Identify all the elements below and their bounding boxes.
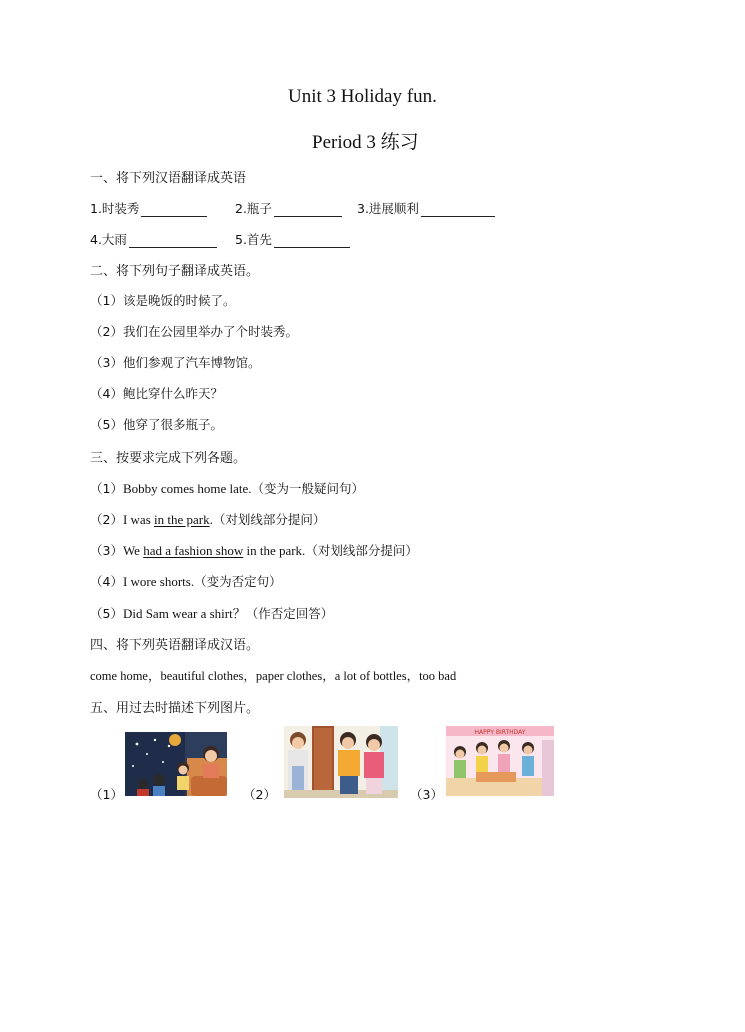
answer-blank[interactable] — [421, 202, 495, 217]
page-subtitle: Period 3 练习 — [312, 132, 419, 153]
part1-heading: 一、将下列汉语翻译成英语 — [90, 171, 247, 186]
part2-item-2: （2）我们在公园里举办了个时装秀。 — [90, 324, 298, 339]
part3-q1: （1）Bobby comes home late.（变为一般疑问句） — [90, 481, 364, 496]
answer-blank[interactable] — [274, 202, 342, 217]
picture-1 — [125, 732, 227, 796]
answer-blank[interactable] — [274, 233, 350, 248]
part2-item-5: （5）他穿了很多瓶子。 — [90, 417, 223, 432]
underlined-phrase: in the park — [154, 512, 210, 527]
part3-q2: （2）I was in the park.（对划线部分提问） — [90, 512, 326, 527]
part4-heading: 四、将下列英语翻译成汉语。 — [90, 638, 260, 653]
part1-item-4: 4.大雨 — [90, 230, 217, 248]
answer-blank[interactable] — [129, 233, 217, 248]
part1-item-2: 2.瓶子 — [235, 199, 342, 217]
part3-q3: （3）We had a fashion show in the park.（对划线部分提问） — [90, 543, 418, 558]
part4-phrases: come home，beautiful clothes，paper clothes，a lot of bottles，too bad — [90, 669, 457, 683]
picture-3 — [446, 726, 554, 796]
part2-item-4: （4）鲍比穿什么昨天？ — [90, 386, 223, 401]
part2-item-1: （1）该是晚饭的时候了。 — [90, 293, 236, 308]
underlined-phrase: had a fashion show — [143, 543, 244, 558]
birthday-banner: HAPPY BIRTHDAY — [474, 729, 526, 736]
picture-label-2: （2） — [243, 787, 276, 802]
part5-heading: 五、用过去时描述下列图片。 — [90, 701, 260, 716]
part3-heading: 三、按要求完成下列各题。 — [90, 451, 247, 466]
part3-q5: （5）Did Sam wear a shirt？（作否定回答） — [90, 606, 334, 621]
page-title: Unit 3 Holiday fun. — [288, 86, 437, 107]
part2-item-3: （3）他们参观了汽车博物馆。 — [90, 355, 261, 370]
picture-label-3: （3） — [410, 787, 443, 802]
answer-blank[interactable] — [141, 202, 207, 217]
part2-heading: 二、将下列句子翻译成英语。 — [90, 264, 260, 279]
picture-2 — [284, 726, 398, 798]
part1-item-3: 3.进展顺利 — [357, 199, 495, 217]
part1-item-1: 1.时装秀 — [90, 199, 207, 217]
part1-item-5: 5.首先 — [235, 230, 350, 248]
picture-label-1: （1） — [90, 787, 123, 802]
part3-q4: （4）I wore shorts.（变为否定句） — [90, 574, 282, 589]
